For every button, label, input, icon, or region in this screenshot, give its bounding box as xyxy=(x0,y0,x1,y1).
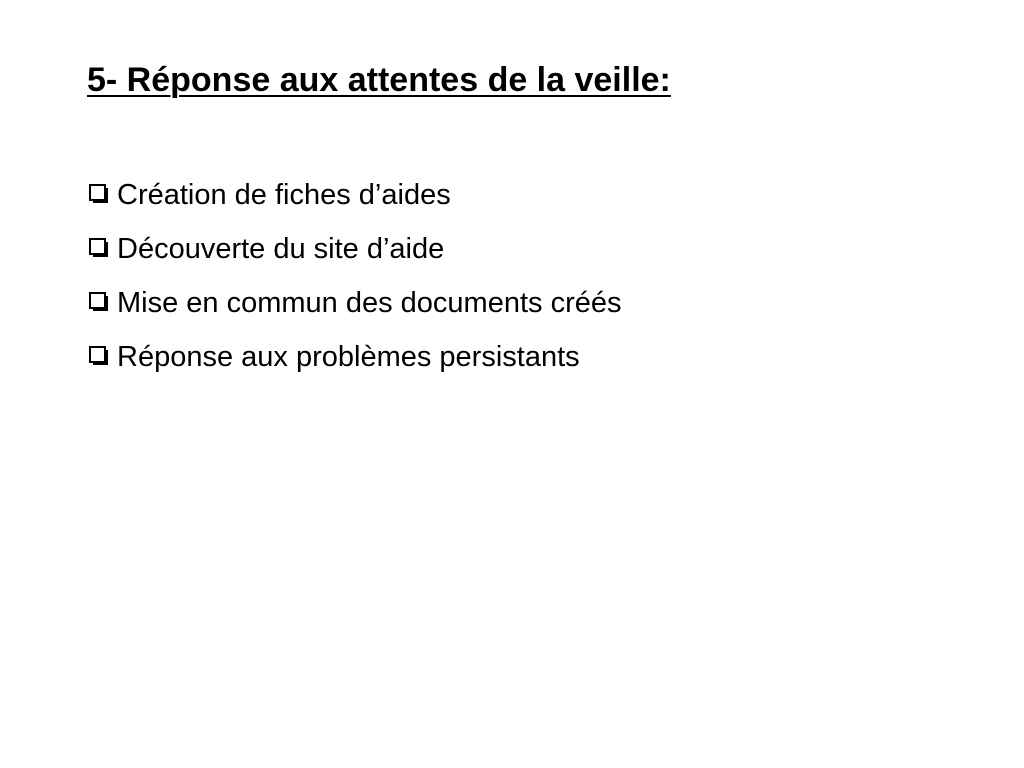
bullet-text: Mise en commun des documents créés xyxy=(117,287,622,319)
bullet-text: Création de fiches d’aides xyxy=(117,179,451,211)
checkbox-square-icon xyxy=(87,292,117,314)
slide-title: 5- Réponse aux attentes de la veille: xyxy=(87,61,671,99)
checkbox-square-icon xyxy=(87,346,117,368)
bullet-item xyxy=(87,276,622,330)
bullet-text: Découverte du site d’aide xyxy=(117,233,445,265)
checkbox-square-icon xyxy=(87,184,117,206)
bullet-item xyxy=(87,168,622,222)
bullet-text: Réponse aux problèmes persistants xyxy=(117,341,580,373)
bullet-item xyxy=(87,222,622,276)
bullet-item xyxy=(87,330,622,384)
bullet-list xyxy=(87,168,622,384)
checkbox-square-icon xyxy=(87,238,117,260)
